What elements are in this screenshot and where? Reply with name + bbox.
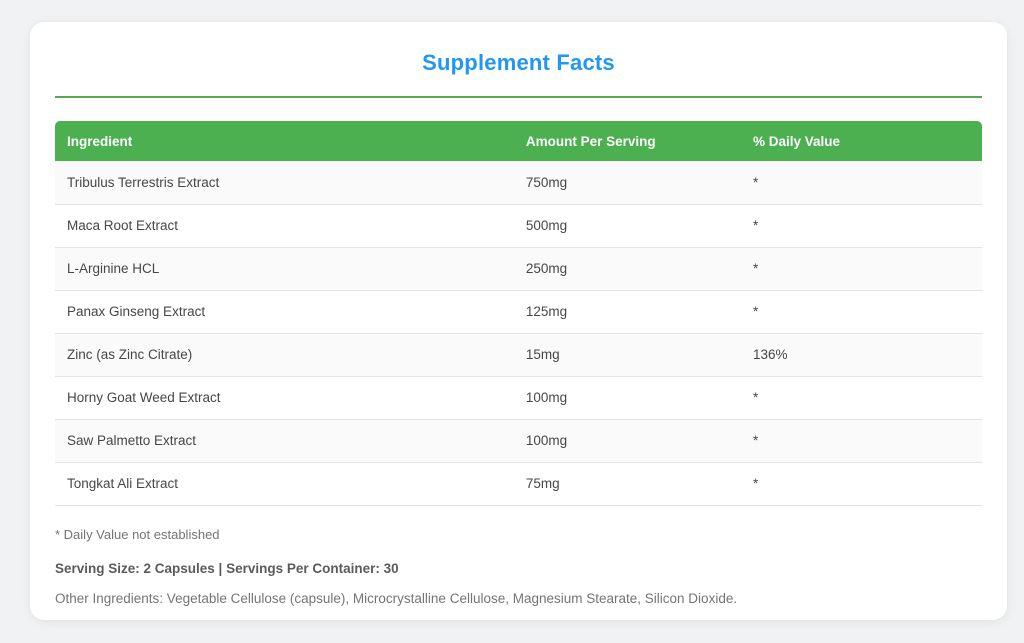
table-row <box>55 161 982 204</box>
daily-value-note: * Daily Value not established <box>55 526 220 542</box>
amount-cell: 100mg <box>514 419 741 462</box>
amount-cell: 750mg <box>514 161 741 204</box>
table-row <box>55 419 982 462</box>
daily-value-cell: * <box>741 462 982 505</box>
ingredient-cell: Zinc (as Zinc Citrate) <box>55 333 514 376</box>
ingredient-cell: Horny Goat Weed Extract <box>55 376 514 419</box>
amount-cell: 125mg <box>514 290 741 333</box>
amount-cell: 100mg <box>514 376 741 419</box>
table-row <box>55 290 982 333</box>
table-row <box>55 204 982 247</box>
table-row <box>55 247 982 290</box>
supplement-facts-table <box>55 121 982 506</box>
column-header-amount: Amount Per Serving <box>514 121 741 161</box>
ingredient-cell: Saw Palmetto Extract <box>55 419 514 462</box>
ingredient-cell: Maca Root Extract <box>55 204 514 247</box>
column-header-ingredient: Ingredient <box>55 121 514 161</box>
title-underline <box>55 96 982 98</box>
table-row <box>55 333 982 376</box>
serving-info: Serving Size: 2 Capsules | Servings Per Container: 30 <box>55 560 399 576</box>
daily-value-cell: * <box>741 247 982 290</box>
daily-value-cell: * <box>741 376 982 419</box>
column-header-daily-value: % Daily Value <box>741 121 982 161</box>
ingredient-cell: Panax Ginseng Extract <box>55 290 514 333</box>
daily-value-cell: * <box>741 419 982 462</box>
daily-value-cell: * <box>741 204 982 247</box>
table-header-row <box>55 121 982 161</box>
ingredient-cell: Tribulus Terrestris Extract <box>55 161 514 204</box>
daily-value-cell: 136% <box>741 333 982 376</box>
amount-cell: 75mg <box>514 462 741 505</box>
ingredient-cell: L-Arginine HCL <box>55 247 514 290</box>
amount-cell: 250mg <box>514 247 741 290</box>
other-ingredients: Other Ingredients: Vegetable Cellulose (capsule), Microcrystalline Cellulose, Magnesium Stearate, Silicon Dioxide. <box>55 590 738 606</box>
amount-cell: 15mg <box>514 333 741 376</box>
table-row <box>55 462 982 505</box>
amount-cell: 500mg <box>514 204 741 247</box>
supplement-facts-card <box>30 22 1007 620</box>
table-row <box>55 376 982 419</box>
ingredient-cell: Tongkat Ali Extract <box>55 462 514 505</box>
daily-value-cell: * <box>741 290 982 333</box>
page-title: Supplement Facts <box>422 50 615 75</box>
daily-value-cell: * <box>741 161 982 204</box>
